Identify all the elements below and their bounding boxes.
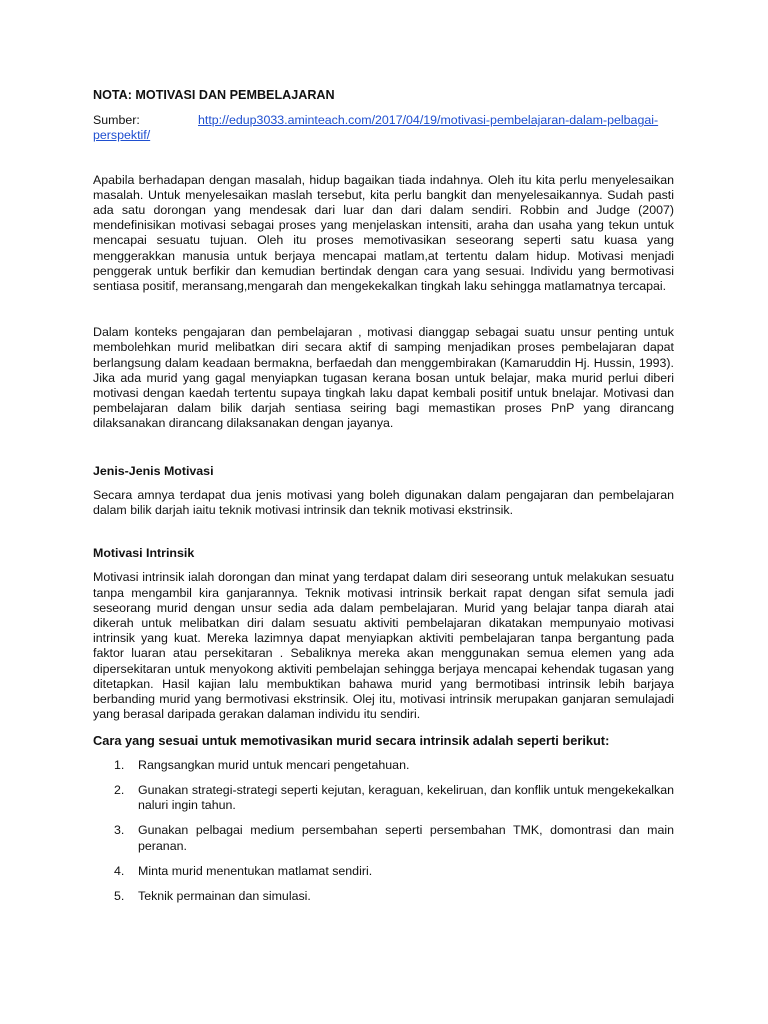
heading-cara-intrinsik: Cara yang sesuai untuk memotivasikan murid secara intrinsik adalah seperti berikut: <box>93 732 610 748</box>
paragraph-context: Dalam konteks pengajaran dan pembelajaran , motivasi dianggap sebagai suatu unsur penting untuk membolehkan murid melibatkan diri secara aktif di samping menjadikan proses pembelajaran dapat berlangsung dalam keadaan bermakna, berfaedah dan menggembirakan (Kamaruddin Hj. Hussin, 1993). Jika ada murid yang gagal menyiapkan tugasan kerana bosan untuk belajar, maka murid perlui diberi motivasi dengan kaedah tertentu supaya tingkah laku dapat kembali positif untuk bnelajar. Motivasi dan pembelajaran dalam bilik darjah sentiasa seiring bagi memastikan proses PnP yang dirancang dilaksanakan dirancang dilaksanakan dengan jayanya. <box>93 325 674 431</box>
list-item <box>93 889 674 904</box>
heading-jenis-motivasi: Jenis-Jenis Motivasi <box>93 463 214 478</box>
list-item-text: Gunakan strategi-strategi seperti kejutan, keraguan, kekeliruan, dan konflik untuk mengekekalkan naluri ingin tahun. <box>138 782 674 813</box>
list-item-number: 5. <box>114 888 125 903</box>
paragraph-intro: Apabila berhadapan dengan masalah, hidup bagaikan tiada indahnya. Oleh itu kita perlu menyelesaikan masalah. Untuk menyelesaikan maslah tersebut, kita perlu bangkit dan menyelesaikannya. Sudah pasti ada satu dorongan yang mendesak dari luar dan dari dalam sendiri. Robbin and Judge (2007) mendefinisikan motivasi sebagai proses yang menjelaskan intensiti, araha dan usaha yang tekun untuk mencapai sesuatu tujuan. Oleh itu proses memotivasikan seseorang seperti satu kuasa yang menggerakkan manusia untuk berjaya mencapai matlam,at tertentu dalam hidup. Motivasi menjadi penggerak untuk berfikir dan kemudian bertindak dengan cara yang sesuai. Individu yang bermotivasi sentiasa positif, meransang,mengarah dan mengekekalkan tingkah laku sehingga matlamatnya tercapai. <box>93 172 674 294</box>
source-line <box>93 113 674 128</box>
list-item <box>93 783 674 813</box>
list-item-text: Rangsangkan murid untuk mencari pengetahuan. <box>138 757 410 772</box>
list-item-text: Teknik permainan dan simulasi. <box>138 888 311 903</box>
list-item-text: Gunakan pelbagai medium persembahan seperti persembahan TMK, domontrasi dan main peranan. <box>138 823 674 853</box>
paragraph-jenis-motivasi: Secara amnya terdapat dua jenis motivasi yang boleh digunakan dalam pengajaran dan pembelajaran dalam bilik darjah iaitu teknik motivasi intrinsik dan teknik motivasi ekstrinsik. <box>93 487 674 518</box>
source-link-continued[interactable]: perspektif/ <box>93 128 151 143</box>
list-item <box>93 758 674 773</box>
cara-list <box>93 758 674 904</box>
document-page <box>93 88 674 914</box>
list-item <box>93 864 674 879</box>
source-link[interactable]: http://edup3033.aminteach.com/2017/04/19/motivasi-pembelajaran-dalam-pelbagai- <box>198 113 659 128</box>
paragraph-motivasi-intrinsik: Motivasi intrinsik ialah dorongan dan minat yang terdapat dalam diri seseorang untuk melakukan sesuatu tanpa mengambil kira ganjarannya. Teknik motivasi intrinsik berkait rapat dengan sifat semula jadi seseorang murid dengan unsur sedia ada dalam pembelajaran. Murid yang belajar tanpa diarah atai dikerah untuk melibatkan diri dalam sesuatu aktiviti pembelajaran dikatakan mempunyaio motivasi intrinsik yang kuat. Mereka lazimnya dapat menyiapkan aktiviti pembelajaran tanpa bergantung pada faktor luaran atau persekitaran . Sebaliknya mereka akan menggunakan semua elemen yang ada dipersekitaran untuk menyokong aktiviti pembelajan sehingga berjaya mencapai kehendak tugasan yang ditetapkan. Hasil kajian lalu membuktikan bahawa murid yang bermotibasi intrinsik lebih barjaya berbanding murid yang bermotivasi ekstrinsik. Olej itu, motivasi intrinsik merupakan ganjaran semulajadi yang berasal daripada gerakan dalaman individu itu sendiri. <box>93 570 674 722</box>
list-item-number: 4. <box>114 863 125 878</box>
source-label: Sumber: <box>93 113 140 128</box>
list-item-number: 2. <box>114 782 125 797</box>
list-item <box>93 823 674 853</box>
document-title: NOTA: MOTIVASI DAN PEMBELAJARAN <box>93 88 335 102</box>
heading-motivasi-intrinsik: Motivasi Intrinsik <box>93 546 195 561</box>
list-item-number: 3. <box>114 823 125 838</box>
list-item-number: 1. <box>114 757 125 772</box>
list-item-text: Minta murid menentukan matlamat sendiri. <box>138 863 373 878</box>
